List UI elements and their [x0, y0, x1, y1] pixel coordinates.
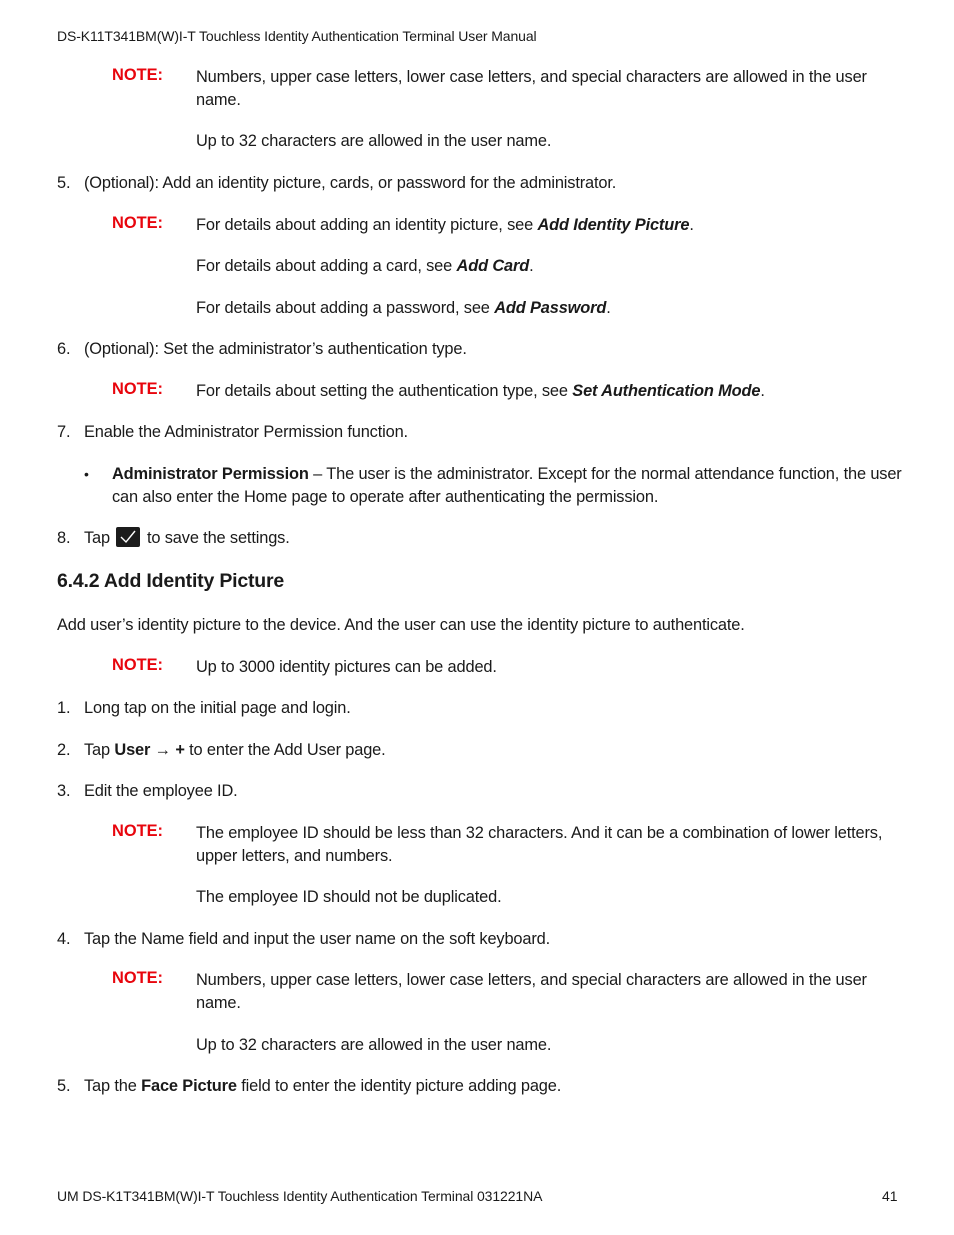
note-text: Numbers, upper case letters, lower case letters, and special characters are allowed in the user name.: [196, 68, 867, 109]
step-number: 8.: [57, 529, 71, 547]
section-intro: Add user’s identity picture to the device. And the user can use the identity picture to authenticate.: [57, 616, 745, 634]
note-label: NOTE:: [112, 380, 163, 398]
step-number: 1.: [57, 699, 71, 717]
note-text: For details about setting the authentication type, see Set Authentication Mode.: [196, 382, 765, 400]
step-number: 4.: [57, 930, 71, 948]
reference-link[interactable]: Add Card: [456, 257, 530, 275]
note-text: The employee ID should be less than 32 characters. And it can be a combination of lower letters, upper letters, and numbers.: [196, 824, 883, 865]
step-text: Tap the Name field and input the user name on the soft keyboard.: [84, 930, 551, 948]
bullet-text: Administrator Permission – The user is the administrator. Except for the normal attendance function, the user can also enter the Home page to operate after authenticating the permission.: [112, 465, 902, 506]
bullet-icon: •: [84, 466, 89, 482]
arrow-icon: →: [150, 741, 176, 759]
step-number: 3.: [57, 782, 71, 800]
page-number: 41: [882, 1188, 898, 1204]
reference-link[interactable]: Add Identity Picture: [537, 216, 690, 234]
note-label: NOTE:: [112, 66, 163, 84]
note-text: Up to 32 characters are allowed in the user name.: [196, 132, 552, 150]
note-text: Up to 32 characters are allowed in the user name.: [196, 1036, 552, 1054]
step-text: Enable the Administrator Permission function.: [84, 423, 408, 441]
note-text: Numbers, upper case letters, lower case letters, and special characters are allowed in the user name.: [196, 971, 867, 1012]
checkmark-icon: [116, 527, 140, 547]
page-header: DS-K11T341BM(W)I-T Touchless Identity Authentication Terminal User Manual: [57, 28, 537, 44]
note-text: For details about adding a password, see Add Password.: [196, 299, 611, 317]
step-text: Edit the employee ID.: [84, 782, 238, 800]
note-text: Up to 3000 identity pictures can be added.: [196, 658, 497, 676]
step-number: 5.: [57, 1077, 71, 1095]
step-text: Tap to save the settings.: [84, 529, 290, 547]
step-number: 2.: [57, 741, 71, 759]
note-label: NOTE:: [112, 656, 163, 674]
step-number: 5.: [57, 174, 71, 192]
reference-link[interactable]: Set Authentication Mode: [572, 382, 761, 400]
step-number: 7.: [57, 423, 71, 441]
step-text: Long tap on the initial page and login.: [84, 699, 351, 717]
step-text: (Optional): Add an identity picture, cards, or password for the administrator.: [84, 174, 617, 192]
reference-link[interactable]: Add Password: [494, 299, 607, 317]
section-heading: 6.4.2 Add Identity Picture: [57, 570, 285, 592]
step-number: 6.: [57, 340, 71, 358]
note-label: NOTE:: [112, 214, 163, 232]
note-text: For details about adding an identity picture, see Add Identity Picture.: [196, 216, 694, 234]
page-footer: UM DS-K1T341BM(W)I-T Touchless Identity Authentication Terminal 031221NA: [57, 1188, 543, 1204]
note-label: NOTE:: [112, 969, 163, 987]
note-text: The employee ID should not be duplicated.: [196, 888, 502, 906]
step-text: (Optional): Set the administrator’s authentication type.: [84, 340, 467, 358]
note-label: NOTE:: [112, 822, 163, 840]
step-text: Tap the Face Picture field to enter the identity picture adding page.: [84, 1077, 562, 1095]
note-text: For details about adding a card, see Add Card.: [196, 257, 534, 275]
step-text: Tap User → + to enter the Add User page.: [84, 741, 386, 759]
